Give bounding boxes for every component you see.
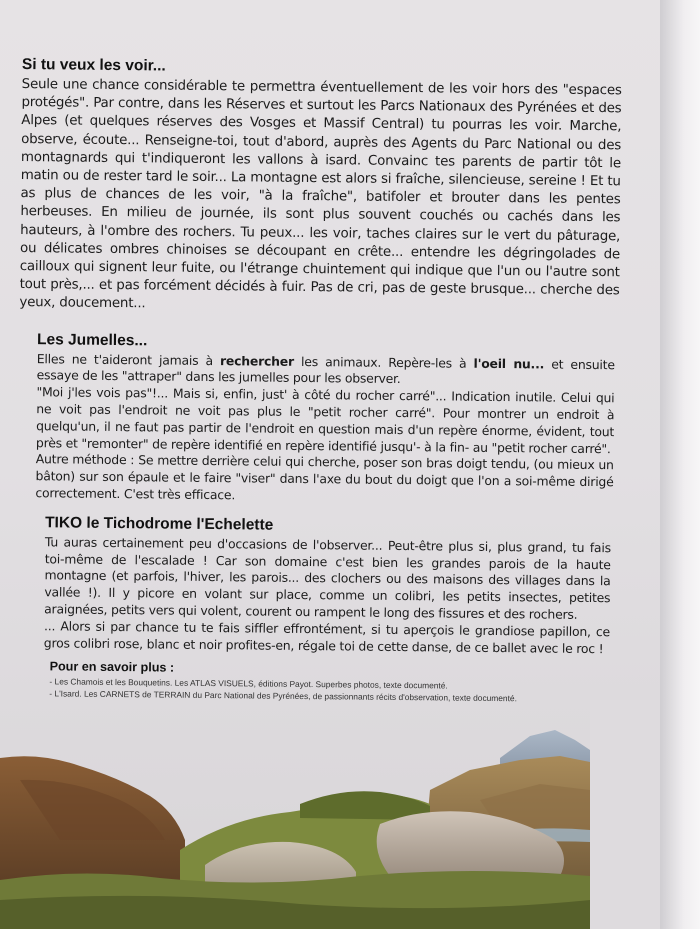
section-title-jumelles: Les Jumelles...: [36, 330, 148, 349]
emphasis-rechercher: rechercher: [219, 352, 295, 369]
section-jumelles: [35, 331, 615, 508]
tiko-paragraph-1: Tu auras certainement peu d'occasions de l'observer... Peut-être plus si, plus grand, tu fais toi-même de l'escalade ! Car son domaine c'est bien les grandes parois de la haute montagne (et parfois, l'hiver, les parois... des clochers ou des maisons des villages dans la vallée !). Il y picore en volant sur place, comme un colibri, les petits insectes, petites araignées, petits vers qui volent, courent ou rampent le long des fissures et des rochers.: [44, 534, 611, 622]
jumelles-paragraph-2: "Moi j'les vois pas"!... Mais si, enfin, just' à côté du rocher carré"... Indication inutile. Celui qui ne voit pas l'endroit ne voit pas plus le "petit rocher carré". Pour montrer un endroit à quelqu'un, il ne faut pas partir de l'endroit en question mais d'un repère énorme, évident, tout près et "remonter" de repère identifié en repère identifié jusqu'- à la fin- au "petit rocher carré".: [35, 384, 615, 456]
tiko-paragraph-2: ... Alors si par chance tu te fais siffler effrontément, si tu aperçois le grandiose papillon, ce gros colibri rose, blanc et noir profites-en, régale toi de cette danse, de ce ballet avec le roc !: [43, 618, 611, 656]
references-block: [49, 660, 609, 706]
emphasis-oeil-nu: l'oeil nu...: [473, 355, 545, 372]
section-title-voir: Si tu veux les voir...: [21, 56, 166, 75]
text-span: et ensuite essaye de les "attraper" dans les jumelles pour les observer.: [36, 356, 615, 387]
references-title: Pour en savoir plus :: [49, 659, 175, 676]
adjacent-page-edge: [660, 0, 700, 929]
page-text-content: [15, 56, 622, 706]
text-span: Elles ne t'aideront jamais à: [36, 350, 221, 368]
mountain-landscape-illustration: [0, 700, 670, 929]
section-voir: [19, 56, 622, 319]
jumelles-paragraph-3: Autre méthode : Se mettre derrière celui qui cherche, poser son bras doigt tendu, (ou mieux un bâton) sur son épaule et le faire "viser" dans l'axe du bout du doigt que l'on a soi-même dirigé correctement. C'est très efficace.: [35, 451, 614, 503]
section-title-tiko: TIKO le Tichodrome l'Echelette: [45, 514, 274, 534]
text-span: les animaux. Repère-les à: [293, 353, 474, 371]
section-text-voir: Seule une chance considérable te permettra éventuellement de les voir hors des "espaces protégés". Par contre, dans les Réserves et surtout les Parcs Nationaux des Pyrénées et des Alpes (et quelques réserves des Vosges et Massif Central) tu pourras les voir. Marche, observe, écoute... Renseigne-toi, tout d'abord, auprès des Agents du Parc National ou des montagnards qui t'indiqueront les vallons à isard. Convainc tes parents de partir tôt le matin ou de rester tard le soir... La montagne est alors si fraîche, silencieuse, sereine ! Et tu as plus de chances de les voir, "à la fraîche", batifoler et brouter dans les pentes herbeuses. En milieu de journée, ils sont plus souvent couchés ou cachés dans les hauteurs, à l'ombre des rochers. Tu peux... les voir, taches claires sur le vert du pâturage, ou délicates ombres chinoises se découpant en crête... entendre les dégringolades de cailloux qui signent leur fuite, ou l'étrange chuintement qui indique que l'un ou l'autre sont tout près,... et pas forcément décidés à fuir. Pas de cri, pas de geste brusque... cherche des yeux, doucement...: [19, 76, 622, 312]
reference-item: - L'Isard. Les CARNETS de TERRAIN du Parc National des Pyrénées, de passionnants récits d'observation, texte documenté.: [49, 688, 517, 704]
section-tiko: [43, 514, 611, 705]
reference-item: - Les Chamois et les Bouquetins. Les ATLAS VISUELS, éditions Payot. Superbes photos, texte documenté.: [49, 676, 448, 691]
